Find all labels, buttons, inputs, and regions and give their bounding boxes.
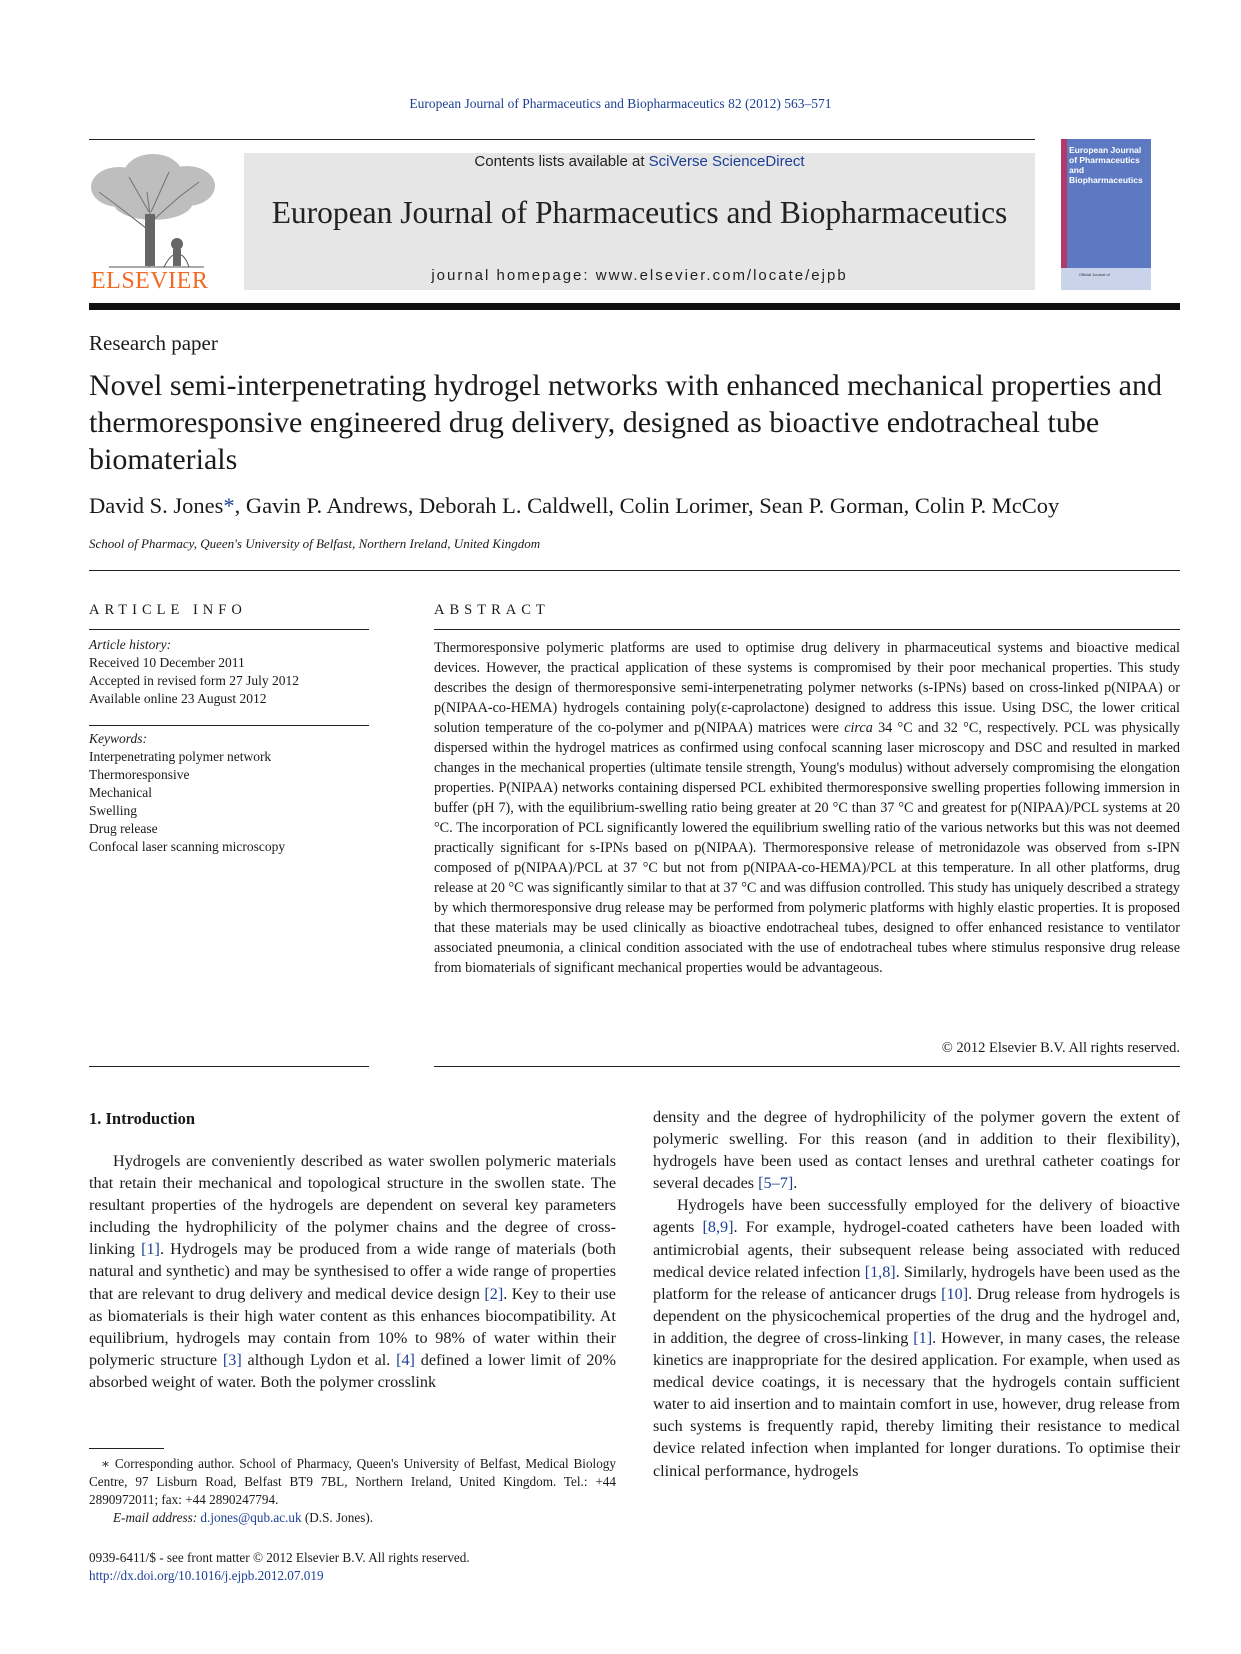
body-right-column (653, 1106, 1180, 1482)
cover-footer-text: Official Journal of (1079, 272, 1110, 277)
authors-rest: , Gavin P. Andrews, Deborah L. Caldwell, Colin Lorimer, Sean P. Gorman, Colin P. McCoy (234, 493, 1060, 518)
corresponding-footnote (89, 1455, 616, 1527)
text: . Key to their use as biomaterials is their high water content as this enhances biocompatibility. At equilibrium, hydrogels may contain from 10% to 98% of water within their polymeric structure (89, 1284, 616, 1369)
contents-prefix: Contents lists available at (474, 153, 649, 170)
intro-paragraph-1 (89, 1150, 616, 1393)
history-online: Available online 23 August 2012 (89, 691, 267, 706)
ref-link[interactable]: [5–7] (758, 1174, 794, 1193)
issn-line: 0939-6411/$ - see front matter © 2012 Elsevier B.V. All rights reserved. (89, 1550, 470, 1565)
footnote-email (89, 1509, 616, 1527)
history-label: Article history: (89, 637, 172, 652)
abstract-bottom-rule (434, 1066, 1180, 1067)
author-list (89, 493, 1059, 519)
footnote-star: ∗ (101, 1456, 110, 1471)
paper-type: Research paper (89, 331, 218, 355)
history-received: Received 10 December 2011 (89, 655, 245, 670)
corresponding-marker[interactable]: * (223, 493, 235, 518)
ref-link[interactable]: [1] (913, 1328, 933, 1347)
abstract-copyright: © 2012 Elsevier B.V. All rights reserved. (941, 1040, 1180, 1056)
publisher-name: ELSEVIER (91, 268, 209, 294)
doi-link[interactable]: http://dx.doi.org/10.1016/j.ejpb.2012.07.019 (89, 1568, 324, 1583)
abstract-text (434, 638, 1180, 978)
section-heading: 1. Introduction (89, 1109, 196, 1128)
keywords-rule (89, 725, 369, 726)
text: . Drug release from hydrogels is dependent on the physicochemical properties of the drug and the hydrogel and, in addition, the degree of cross-linking (653, 1284, 1180, 1347)
intro-paragraph-2 (653, 1194, 1180, 1481)
article-info-heading: ARTICLE INFO (89, 602, 247, 618)
keyword: Swelling (89, 803, 138, 818)
journal-title: European Journal of Pharmaceutics and Biopharmaceutics (271, 195, 1008, 230)
email-link[interactable]: d.jones@qub.ac.uk (200, 1510, 302, 1525)
text: . For example, hydrogel-coated catheters have been loaded with antimicrobial agents, their subsequent release being associated with reduced medical device related infection (653, 1218, 1180, 1281)
ref-link[interactable]: [1] (141, 1240, 160, 1259)
contents-line (244, 153, 1035, 170)
text: Hydrogels have been successfully employed for the delivery of bioactive agents (653, 1196, 1180, 1237)
article-info-rule (89, 629, 369, 630)
header-rule (89, 139, 1035, 140)
text: . Hydrogels may be produced from a wide range of materials (both natural and synthetic) and may be synthesised to offer a wide range of properties that are relevant to drug delivery and medical device design (89, 1240, 616, 1303)
keyword: Interpenetrating polymer network (89, 749, 272, 764)
cover-title: European Journal of Pharmaceutics and Biopharmaceutics (1069, 145, 1143, 185)
footnote-body: Corresponding author. School of Pharmacy, Queen's University of Belfast, Medical Biology Centre, 97 Lisburn Road, Belfast BT9 7BL, Northern Ireland, United Kingdom. Tel.: +44 2890972011; fax: +44 2890247794. (89, 1456, 616, 1507)
abstract-circa: circa (844, 720, 873, 736)
header-thick-rule (89, 303, 1180, 310)
ref-link[interactable]: [8,9] (702, 1218, 734, 1237)
author-first[interactable]: David S. Jones (89, 493, 224, 518)
affiliation: School of Pharmacy, Queen's University of Belfast, Northern Ireland, United Kingdom (89, 536, 541, 551)
email-suffix: (D.S. Jones). (301, 1510, 374, 1525)
abstract-rule (434, 629, 1180, 630)
text: defined a lower limit of 20% absorbed weight of water. Both the polymer crosslink (89, 1350, 616, 1391)
ref-link[interactable]: [2] (484, 1284, 504, 1303)
journal-cover[interactable] (1061, 139, 1151, 290)
text: . (793, 1174, 798, 1193)
body-left-column (89, 1150, 616, 1393)
footnote-rule (89, 1448, 164, 1449)
elsevier-logo[interactable] (89, 152, 217, 292)
article-history (89, 636, 369, 708)
text: . Similarly, hydrogels have been used as the platform for the release of anticancer drugs (653, 1262, 1180, 1303)
keyword: Thermoresponsive (89, 767, 190, 782)
email-label: E-mail address: (113, 1510, 201, 1525)
intro-paragraph-1-cont (653, 1106, 1180, 1194)
journal-homepage[interactable]: journal homepage: www.elsevier.com/locate/ejpb (431, 267, 848, 284)
ref-link[interactable]: [1,8] (864, 1262, 896, 1281)
abstract-part: Thermoresponsive polymeric platforms are used to optimise drug delivery in pharmaceutical systems and bioactive medical devices. However, the practical application of these systems is compromised by their poor mechanical properties. This study describes the design of thermoresponsive semi-interpenetrating polymer networks (s-IPNs) based on cross-linked p(NIPAA) or p(NIPAA-co-HEMA) hydrogels containing poly(ε-caprolactone) designed to address this issue. Using DSC, the lower critical solution temperature of the co-polymer and p(NIPAA) matrices were (434, 640, 1180, 736)
keywords-list (89, 730, 369, 856)
footnote-text (89, 1455, 616, 1509)
text: although Lydon et al. (241, 1350, 397, 1369)
tree-icon (89, 152, 217, 270)
journal-citation: European Journal of Pharmaceutics and Biopharmaceutics 82 (2012) 563–571 (409, 96, 832, 111)
text: Hydrogels are conveniently described as water swollen polymeric materials that retain their mechanical and topological structure in the swollen state. The resultant properties of the hydrogels are dependent on several key parameters including the hydrophilicity of the polymer chains and the degree of cross-linking (89, 1152, 616, 1259)
article-info-bottom-rule (89, 1066, 369, 1067)
history-accepted: Accepted in revised form 27 July 2012 (89, 673, 299, 688)
keyword: Drug release (89, 821, 158, 836)
paper-title: Novel semi-interpenetrating hydrogel networks with enhanced mechanical properties and thermoresponsive engineered drug delivery, designed as bioactive endotracheal tube biomaterials (89, 369, 1162, 476)
keyword: Mechanical (89, 785, 152, 800)
abstract-heading: ABSTRACT (434, 602, 550, 618)
keywords-label: Keywords: (89, 731, 147, 746)
title-rule (89, 570, 1180, 571)
ref-link[interactable]: [3] (222, 1350, 242, 1369)
text: density and the degree of hydrophilicity of the polymer govern the extent of polymeric swelling. For this reason (and in addition to their flexibility), hydrogels have been used as contact lenses and urethral catheter coatings for several decades (653, 1108, 1180, 1193)
ref-link[interactable]: [10] (941, 1284, 969, 1303)
ref-link[interactable]: [4] (396, 1350, 415, 1369)
front-matter (89, 1549, 470, 1585)
text: . However, in many cases, the release kinetics are inappropriate for the desired application. For example, when used as medical device coatings, it is necessary that the hydrogels contain sufficient water to aid insertion and to maintain comfort in use, however, drug release from such systems is frequently rapid, thereby limiting their resistance to medical device related infection when implanted for longer durations. To optimise their clinical performance, hydrogels (653, 1328, 1180, 1480)
cover-footer (1061, 268, 1151, 290)
journal-banner (244, 153, 1035, 290)
sciencedirect-link[interactable]: SciVerse ScienceDirect (648, 153, 805, 170)
keyword: Confocal laser scanning microscopy (89, 839, 286, 854)
abstract-part: 34 °C and 32 °C, respectively. PCL was physically dispersed within the hydrogel matrices as confirmed using confocal scanning laser microscopy and DSC and resulted in marked changes in the mechanical properties (ultimate tensile strength, Young's modulus) without adversely compromising the elongation properties. P(NIPAA) networks containing dispersed PCL exhibited thermoresponsive swelling properties following immersion in buffer (pH 7), with the equilibrium-swelling ratio being greater at 20 °C than 37 °C and greatest for p(NIPAA)/PCL systems at 20 °C. The incorporation of PCL significantly lowered the equilibrium swelling ratio of the various networks but this was not deemed practically significant for s-IPNs based on p(NIPAA). Thermoresponsive release of metronidazole was observed from s-IPN composed of p(NIPAA)/PCL at 37 °C but not from p(NIPAA-co-HEMA)/PCL at this temperature. In all other platforms, drug release at 20 °C was significantly similar to that at 37 °C and was diffusion controlled. This study has uniquely described a strategy by which thermoresponsive drug release may be performed from polymeric platforms with highly elastic properties. It is proposed that these materials may be used clinically as bioactive endotracheal tubes, designed to offer enhanced resistance to ventilator associated pneumonia, a clinical condition associated with the use of endotracheal tubes where stimulus responsive drug release from biomaterials of significant mechanical properties would be advantageous. (434, 720, 1180, 976)
